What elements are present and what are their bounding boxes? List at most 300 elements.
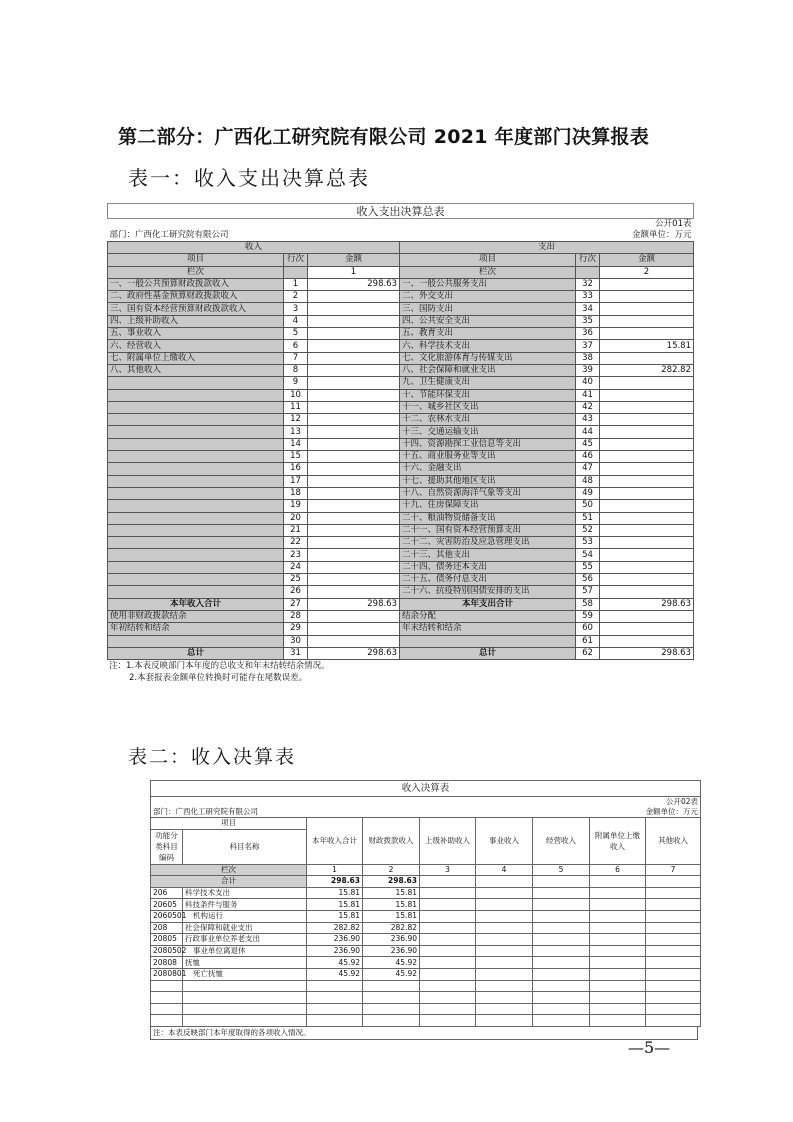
total-income-value: 282.82 <box>307 922 363 934</box>
empty-cell <box>590 957 646 969</box>
income-amount <box>308 401 400 413</box>
table-row <box>108 512 694 524</box>
fiscal-income-value: 236.90 <box>363 934 420 946</box>
expense-row-number: 58 <box>576 598 600 610</box>
empty-cell <box>646 980 701 992</box>
empty-cell <box>476 968 533 980</box>
expense-row-number: 43 <box>576 414 600 426</box>
expense-row-number: 46 <box>576 451 600 463</box>
expense-row-number: 32 <box>576 278 600 290</box>
income-amount <box>308 610 400 622</box>
income-row-number: 19 <box>284 500 308 512</box>
income-summary-label: 总计 <box>108 647 284 659</box>
expense-amount <box>600 377 694 389</box>
expense-amount: 298.63 <box>600 647 694 659</box>
table-row <box>151 910 701 922</box>
income-row-number: 26 <box>284 586 308 598</box>
table-row <box>108 647 694 659</box>
income-item-label <box>108 377 284 389</box>
table-row <box>151 980 701 992</box>
table-row <box>108 451 694 463</box>
table1-form-number: 公开01表 <box>655 219 692 229</box>
table1-title: 收入支出决算总表 <box>108 204 694 219</box>
expense-item-label: 四、公共安全支出 <box>400 315 576 327</box>
t2-lanci-number: 3 <box>420 864 476 876</box>
income-row-number: 24 <box>284 561 308 573</box>
total-income-value <box>307 992 363 1004</box>
subject-code: 2080801 <box>151 968 183 980</box>
income-row-number: 30 <box>284 635 308 647</box>
fiscal-income-value <box>363 1015 420 1027</box>
expense-row-number: 54 <box>576 549 600 561</box>
table-row <box>108 500 694 512</box>
t2-project-header: 项目 <box>151 818 307 830</box>
empty-cell <box>590 1015 646 1027</box>
income-item-label: 三、国有资本经营预算财政拨款收入 <box>108 303 284 315</box>
income-row-number: 9 <box>284 377 308 389</box>
income-amount <box>308 328 400 340</box>
table-row <box>151 922 701 934</box>
empty-cell <box>476 992 533 1004</box>
income-row-number: 5 <box>284 328 308 340</box>
table-row <box>108 377 694 389</box>
expense-amount <box>600 352 694 364</box>
income-row-number: 28 <box>284 610 308 622</box>
fiscal-income-value: 15.81 <box>363 887 420 899</box>
income-amount <box>308 561 400 573</box>
total-income-value <box>307 1003 363 1015</box>
subject-name: 机构运行 <box>183 910 307 922</box>
empty-cell <box>590 922 646 934</box>
table-row <box>108 291 694 303</box>
empty-cell <box>420 887 476 899</box>
table-row <box>108 463 694 475</box>
expense-amount <box>600 574 694 586</box>
expense-item-label: 十六、金融支出 <box>400 463 576 475</box>
lanci-label: 栏次 <box>108 266 284 278</box>
col-header-item: 项目 <box>400 254 576 266</box>
table-row <box>108 487 694 499</box>
income-row-number: 17 <box>284 475 308 487</box>
subject-name: 事业单位离退休 <box>183 945 307 957</box>
empty-cell <box>420 968 476 980</box>
expense-row-number: 35 <box>576 315 600 327</box>
empty-cell <box>590 945 646 957</box>
expense-amount <box>600 315 694 327</box>
expense-row-number: 60 <box>576 623 600 635</box>
income-row-number: 4 <box>284 315 308 327</box>
income-item-label: 八、其他收入 <box>108 364 284 376</box>
fiscal-income-value: 236.90 <box>363 945 420 957</box>
empty-cell <box>533 1003 590 1015</box>
expense-amount <box>600 463 694 475</box>
expense-amount <box>600 401 694 413</box>
expense-row-number: 45 <box>576 438 600 450</box>
expense-row-number: 39 <box>576 364 600 376</box>
income-item-label: 二、政府性基金预算财政拨款收入 <box>108 291 284 303</box>
empty-cell <box>533 1015 590 1027</box>
table-row <box>108 328 694 340</box>
subject-name <box>183 980 307 992</box>
expense-section-header: 支出 <box>400 242 694 254</box>
empty-cell <box>590 1003 646 1015</box>
t2-total-value <box>646 876 701 888</box>
empty-cell <box>476 934 533 946</box>
income-amount <box>308 487 400 499</box>
income-amount <box>308 574 400 586</box>
empty-cell <box>420 1015 476 1027</box>
t2-lanci-number: 4 <box>476 864 533 876</box>
subject-code: 2080502 <box>151 945 183 957</box>
empty-cell <box>420 899 476 911</box>
empty-cell <box>420 934 476 946</box>
income-row-number: 22 <box>284 537 308 549</box>
expense-amount <box>600 303 694 315</box>
subject-name <box>183 1003 307 1015</box>
t2-col-header: 事业收入 <box>476 818 533 865</box>
empty-cell <box>476 957 533 969</box>
expense-amount <box>600 537 694 549</box>
income-row-number: 15 <box>284 451 308 463</box>
empty-cell <box>420 1003 476 1015</box>
table2-note: 注：本表反映部门本年度取得的各项收入情况。 <box>150 1027 698 1040</box>
expense-row-number: 44 <box>576 426 600 438</box>
expense-row-number: 37 <box>576 340 600 352</box>
expense-row-number: 42 <box>576 401 600 413</box>
expense-row-number: 41 <box>576 389 600 401</box>
empty-cell <box>476 980 533 992</box>
expense-amount <box>600 451 694 463</box>
expense-item-label: 二十四、债务还本支出 <box>400 561 576 573</box>
expense-row-number: 48 <box>576 475 600 487</box>
empty-cell <box>420 980 476 992</box>
empty-cell <box>533 899 590 911</box>
expense-item-label: 二十、粮油物资储备支出 <box>400 512 576 524</box>
expense-amount <box>600 487 694 499</box>
fiscal-income-value <box>363 1003 420 1015</box>
page-number: —5— <box>628 1038 671 1057</box>
t2-name-header: 科目名称 <box>183 829 307 864</box>
income-amount <box>308 635 400 647</box>
total-income-value: 236.90 <box>307 934 363 946</box>
empty-cell <box>590 887 646 899</box>
empty-cell <box>646 1015 701 1027</box>
empty-cell <box>590 980 646 992</box>
expense-amount <box>600 610 694 622</box>
table1-heading: 表一：收入支出决算总表 <box>128 166 370 190</box>
expense-amount <box>600 426 694 438</box>
income-amount <box>308 524 400 536</box>
empty-cell <box>590 968 646 980</box>
expense-amount <box>600 414 694 426</box>
fiscal-income-value: 45.92 <box>363 968 420 980</box>
expense-item-label: 八、社会保障和就业支出 <box>400 364 576 376</box>
income-amount <box>308 364 400 376</box>
income-row-number: 1 <box>284 278 308 290</box>
income-amount <box>308 537 400 549</box>
table-row <box>108 635 694 647</box>
income-amount: 298.63 <box>308 278 400 290</box>
subject-code: 20805 <box>151 934 183 946</box>
table-row <box>108 315 694 327</box>
empty-cell <box>590 934 646 946</box>
income-item-label <box>108 574 284 586</box>
income-item-label <box>108 549 284 561</box>
empty-cell <box>646 910 701 922</box>
expense-item-label: 十三、交通运输支出 <box>400 426 576 438</box>
expense-item-label: 二、外交支出 <box>400 291 576 303</box>
empty-cell <box>646 899 701 911</box>
income-item-label: 六、经营收入 <box>108 340 284 352</box>
income-row-number: 27 <box>284 598 308 610</box>
lanci-blank <box>576 266 600 278</box>
income-row-number: 18 <box>284 487 308 499</box>
income-amount <box>308 377 400 389</box>
subject-code: 20808 <box>151 957 183 969</box>
income-row-number: 20 <box>284 512 308 524</box>
income-row-number: 25 <box>284 574 308 586</box>
table-row <box>108 414 694 426</box>
income-summary-label: 年初结转和结余 <box>108 623 284 635</box>
table-row <box>108 438 694 450</box>
empty-cell <box>533 980 590 992</box>
expense-item-label: 二十二、灾害防治及应急管理支出 <box>400 537 576 549</box>
income-amount <box>308 291 400 303</box>
t2-total-value <box>476 876 533 888</box>
income-row-number: 12 <box>284 414 308 426</box>
expense-item-label: 七、文化旅游体育与传媒支出 <box>400 352 576 364</box>
expense-summary-label: 总计 <box>400 647 576 659</box>
total-income-value: 15.81 <box>307 899 363 911</box>
table2-form-number: 公开02表 <box>151 797 701 808</box>
expense-item-label: 十一、城乡社区支出 <box>400 401 576 413</box>
expense-row-number: 34 <box>576 303 600 315</box>
t2-lanci-number: 1 <box>307 864 363 876</box>
table-row <box>108 352 694 364</box>
income-item-label <box>108 524 284 536</box>
expense-amount <box>600 623 694 635</box>
expense-amount <box>600 549 694 561</box>
expense-amount: 15.81 <box>600 340 694 352</box>
col-header-rowno: 行次 <box>284 254 308 266</box>
empty-cell <box>533 945 590 957</box>
expense-item-label: 十五、商业服务业等支出 <box>400 451 576 463</box>
income-amount <box>308 414 400 426</box>
table-row <box>108 586 694 598</box>
table-row <box>108 364 694 376</box>
table-row <box>108 475 694 487</box>
table1-note-2: 2.本套报表金额单位转换时可能存在尾数误差。 <box>129 673 308 684</box>
t2-col-header: 其他收入 <box>646 818 701 865</box>
subject-code: 2060501 <box>151 910 183 922</box>
total-income-value <box>307 1015 363 1027</box>
income-amount <box>308 426 400 438</box>
income-section-header: 收入 <box>108 242 400 254</box>
expense-amount <box>600 512 694 524</box>
income-row-number: 14 <box>284 438 308 450</box>
t2-lanci-number: 6 <box>590 864 646 876</box>
subject-code <box>151 1003 183 1015</box>
subject-name: 科学技术支出 <box>183 887 307 899</box>
empty-cell <box>646 968 701 980</box>
t2-lanci-label: 栏次 <box>151 864 307 876</box>
empty-cell <box>590 992 646 1004</box>
t2-total-value <box>590 876 646 888</box>
expense-amount <box>600 561 694 573</box>
table1-note-1: 注：1.本表反映部门本年度的总收支和年末结转结余情况。 <box>109 661 330 672</box>
expense-amount <box>600 500 694 512</box>
empty-cell <box>420 992 476 1004</box>
subject-name: 行政事业单位养老支出 <box>183 934 307 946</box>
income-item-label: 四、上级补助收入 <box>108 315 284 327</box>
empty-cell <box>533 922 590 934</box>
income-summary-label <box>108 635 284 647</box>
table2-unit: 金额单位：万元 <box>476 807 701 818</box>
income-amount <box>308 463 400 475</box>
income-amount <box>308 512 400 524</box>
income-row-number: 11 <box>284 401 308 413</box>
lanci-expense-number: 2 <box>600 266 694 278</box>
col-header-rowno: 行次 <box>576 254 600 266</box>
expense-row-number: 56 <box>576 574 600 586</box>
expense-row-number: 40 <box>576 377 600 389</box>
empty-cell <box>420 922 476 934</box>
empty-cell <box>533 957 590 969</box>
income-amount <box>308 389 400 401</box>
expense-amount <box>600 475 694 487</box>
income-amount <box>308 451 400 463</box>
expense-item-label: 二十三、其他支出 <box>400 549 576 561</box>
empty-cell <box>533 910 590 922</box>
expense-item-label: 一、一般公共服务支出 <box>400 278 576 290</box>
table-row <box>108 610 694 622</box>
expense-amount <box>600 328 694 340</box>
subject-name: 抚恤 <box>183 957 307 969</box>
table-row <box>108 549 694 561</box>
fiscal-income-value <box>363 980 420 992</box>
income-item-label <box>108 451 284 463</box>
col-header-item: 项目 <box>108 254 284 266</box>
expense-row-number: 62 <box>576 647 600 659</box>
table-row <box>108 598 694 610</box>
empty-cell <box>533 887 590 899</box>
empty-cell <box>533 934 590 946</box>
income-row-number: 31 <box>284 647 308 659</box>
expense-summary-label <box>400 635 576 647</box>
expense-row-number: 49 <box>576 487 600 499</box>
subject-code: 208 <box>151 922 183 934</box>
table-row <box>151 887 701 899</box>
total-income-value <box>307 980 363 992</box>
empty-cell <box>420 945 476 957</box>
expense-item-label: 十四、资源勘探工业信息等支出 <box>400 438 576 450</box>
t2-col-header: 上级补助收入 <box>420 818 476 865</box>
table-row <box>108 537 694 549</box>
empty-cell <box>646 957 701 969</box>
expense-amount: 282.82 <box>600 364 694 376</box>
income-row-number: 7 <box>284 352 308 364</box>
empty-cell <box>476 887 533 899</box>
table-row <box>151 945 701 957</box>
table-row <box>108 574 694 586</box>
expense-amount <box>600 291 694 303</box>
expense-summary-label: 年末结转和结余 <box>400 623 576 635</box>
income-amount <box>308 303 400 315</box>
fiscal-income-value <box>363 992 420 1004</box>
expense-item-label: 五、教育支出 <box>400 328 576 340</box>
table1-unit: 金额单位：万元 <box>631 230 692 240</box>
income-item-label <box>108 537 284 549</box>
total-income-value: 45.92 <box>307 968 363 980</box>
table-row <box>151 1015 701 1027</box>
empty-cell <box>420 957 476 969</box>
total-income-value: 45.92 <box>307 957 363 969</box>
empty-cell <box>646 922 701 934</box>
subject-name: 科技条件与服务 <box>183 899 307 911</box>
subject-name: 社会保障和就业支出 <box>183 922 307 934</box>
empty-cell <box>646 1003 701 1015</box>
income-expense-summary-table <box>107 203 693 684</box>
income-amount <box>308 586 400 598</box>
empty-cell <box>646 887 701 899</box>
expense-amount <box>600 586 694 598</box>
expense-row-number: 33 <box>576 291 600 303</box>
income-row-number: 2 <box>284 291 308 303</box>
income-row-number: 16 <box>284 463 308 475</box>
income-item-label: 七、附属单位上缴收入 <box>108 352 284 364</box>
table2-title: 收入决算表 <box>151 781 701 797</box>
fiscal-income-value: 15.81 <box>363 910 420 922</box>
expense-item-label: 十、节能环保支出 <box>400 389 576 401</box>
empty-cell <box>476 922 533 934</box>
table-row <box>108 278 694 290</box>
subject-code: 206 <box>151 887 183 899</box>
fiscal-income-value: 45.92 <box>363 957 420 969</box>
expense-item-label: 二十六、抗疫特别国债安排的支出 <box>400 586 576 598</box>
expense-amount <box>600 278 694 290</box>
income-item-label <box>108 512 284 524</box>
income-amount: 298.63 <box>308 598 400 610</box>
expense-row-number: 55 <box>576 561 600 573</box>
t2-total-value <box>420 876 476 888</box>
income-table <box>150 780 700 1040</box>
empty-cell <box>590 899 646 911</box>
expense-item-label: 十八、自然资源海洋气象等支出 <box>400 487 576 499</box>
expense-row-number: 51 <box>576 512 600 524</box>
empty-cell <box>476 910 533 922</box>
income-item-label <box>108 414 284 426</box>
t2-total-value: 298.63 <box>307 876 363 888</box>
expense-row-number: 61 <box>576 635 600 647</box>
t2-lanci-number: 5 <box>533 864 590 876</box>
expense-item-label: 十七、援助其他地区支出 <box>400 475 576 487</box>
income-amount <box>308 623 400 635</box>
table-row <box>151 957 701 969</box>
col-header-amount: 金额 <box>600 254 694 266</box>
empty-cell <box>646 992 701 1004</box>
income-amount <box>308 475 400 487</box>
t2-lanci-number: 2 <box>363 864 420 876</box>
t2-col-header: 附属单位上缴收入 <box>590 818 646 865</box>
income-amount: 298.63 <box>308 647 400 659</box>
empty-cell <box>420 910 476 922</box>
expense-item-label: 二十一、国有资本经营预算支出 <box>400 524 576 536</box>
expense-item-label: 六、科学技术支出 <box>400 340 576 352</box>
expense-amount <box>600 389 694 401</box>
expense-item-label: 二十五、债务付息支出 <box>400 574 576 586</box>
income-item-label <box>108 426 284 438</box>
expense-item-label: 九、卫生健康支出 <box>400 377 576 389</box>
